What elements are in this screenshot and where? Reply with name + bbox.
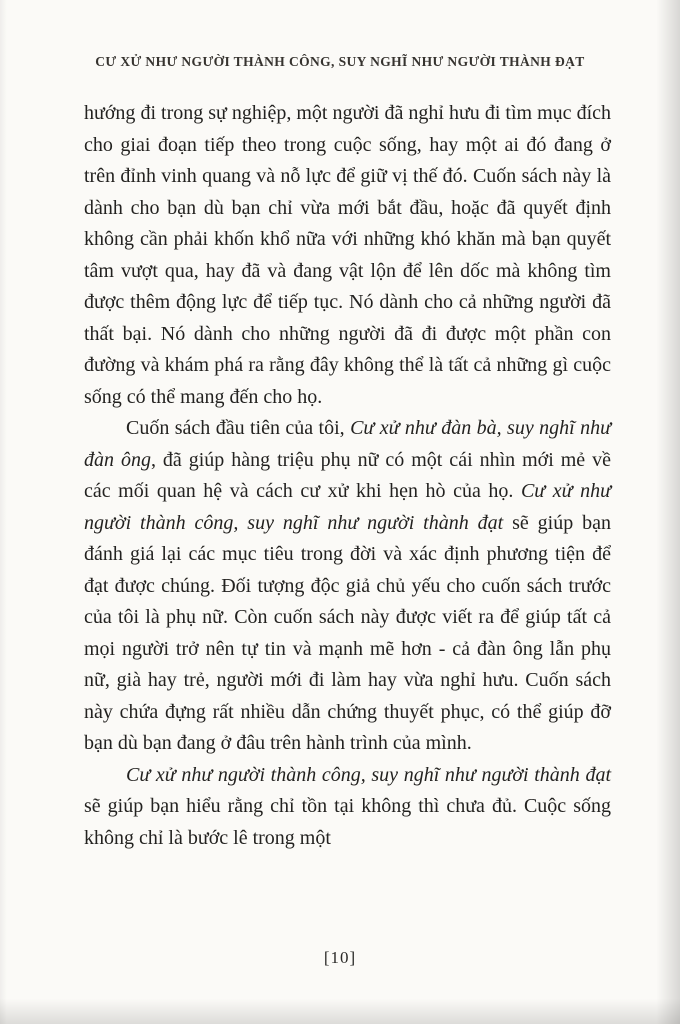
paragraph — [84, 760, 611, 855]
italic-text-run: Cư xử như người thành công, suy nghĩ như người thành đạt — [84, 480, 612, 534]
page-number: [10] — [323, 948, 357, 967]
text-run: , đã giúp hàng triệu phụ nữ có một cái nhìn mới mẻ về các mối quan hệ và cách cư xử khi hẹn hò của họ. — [84, 448, 611, 502]
text-run: sẽ giúp bạn đánh giá lại các mục tiêu trong đời và xác định phương tiện để đạt được chúng. Đối tượng độc giả chủ yếu cho cuốn sách trước của tôi là phụ nữ. Còn cuốn sách này được viết ra để giúp tất cả mọi người trở nên tự tin và mạnh mẽ hơn - cả đàn ông lẫn phụ nữ, già hay trẻ, người mới đi làm hay vừa nghỉ hưu. Cuốn sách này chứa đựng rất nhiều dẫn chứng thuyết phục, có thể giúp đỡ bạn dù bạn đang ở đâu trên hành trình của mình. — [84, 511, 612, 754]
paragraph — [84, 98, 611, 413]
page-body — [84, 98, 611, 854]
paragraph — [84, 413, 611, 760]
text-run: Cuốn sách đầu tiên của tôi, — [126, 417, 351, 439]
italic-text-run: Cư xử như người thành công, suy nghĩ như người thành đạt — [126, 763, 611, 786]
running-header: CƯ XỬ NHƯ NGƯỜI THÀNH CÔNG, SUY NGHĨ NHƯ NGƯỜI THÀNH ĐẠT — [95, 54, 585, 69]
text-run: hướng đi trong sự nghiệp, một người đã nghỉ hưu đi tìm mục đích cho giai đoạn tiếp theo trong cuộc sống, hay một ai đó đang ở trên đỉnh vinh quang và nỗ lực để giữ vị thế đó. Cuốn sách này là dành cho bạn dù bạn chỉ vừa mới bắt đầu, hoặc đã quyết định không cần phải khốn khổ nữa với những khó khăn mà bạn quyết tâm vượt qua, hay đã và đang vật lộn để lên dốc mà không tìm được thêm động lực để tiếp tục. Nó dành cho cả những người đã thất bại. Nó dành cho những người đã đi được một phần con đường và khám phá ra rằng đây không thể là tất cả những gì cuộc sống có thể mang đến cho họ. — [84, 102, 611, 408]
text-run: sẽ giúp bạn hiểu rằng chỉ tồn tại không thì chưa đủ. Cuộc sống không chỉ là bước lê trong một — [84, 795, 611, 849]
italic-text-run: Cư xử như đàn bà, suy nghĩ như đàn ông — [84, 417, 611, 471]
